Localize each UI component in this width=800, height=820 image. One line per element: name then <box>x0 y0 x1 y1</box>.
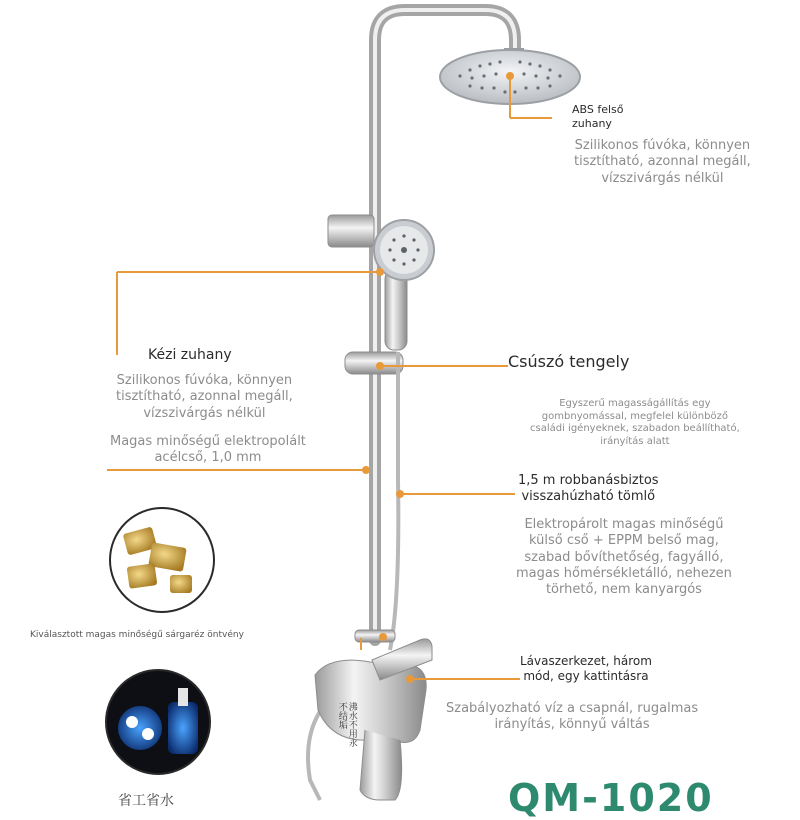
hand-holder <box>328 215 374 247</box>
mixer-body <box>315 660 426 742</box>
faucet-tag: 沸水不用永不结垢 <box>336 702 357 747</box>
hose-title: 1,5 m robbanásbiztos visszahúzható tömlő <box>518 473 659 505</box>
valve-title: Lávaszerkezet, három mód, egy kattintásra <box>520 654 652 683</box>
model-number: QM-1020 <box>508 776 714 820</box>
hand-shower-desc: Szilikonos fúvóka, könnyen tisztítható, azonnal megáll, vízszivárgás nélkül <box>116 373 293 421</box>
slide-bar-desc: Egyszerű magasságállítás egy gombnyomással, megfelel különböző családi igényeknek, szabadon beállítható, irányítás alatt <box>530 398 740 447</box>
hand-shower-title: Kézi zuhany <box>148 347 232 363</box>
valve-desc: Szabályozható víz a csapnál, rugalmas irányítás, könnyű váltás <box>446 701 699 733</box>
spout <box>360 730 402 800</box>
brass-inset <box>110 508 214 612</box>
hose <box>390 352 398 650</box>
cartridge-inset <box>106 670 210 774</box>
hose-desc: Elektropárolt magas minőségű külső cső + EPPM belső mag, szabad bővíthetőség, fagyálló, magas hőmérsékletálló, nehezen törhető, nem kanyargós <box>516 517 732 597</box>
slide-collar <box>345 352 403 374</box>
head-shower-desc: Szilikonos fúvóka, könnyen tisztítható, azonnal megáll, vízszivárgás nélkül <box>574 138 751 186</box>
bottom-left-text: 省工省水 <box>118 793 174 809</box>
slide-bar-title: Csúszó tengely <box>508 352 630 371</box>
head-shower-title: ABS felső zuhany <box>572 103 624 130</box>
brass-caption: Kiválasztott magas minőségű sárgaréz öntvény <box>30 630 244 640</box>
pipe-desc: Magas minőségű elektropolált acélcső, 1,0 mm <box>110 434 306 466</box>
